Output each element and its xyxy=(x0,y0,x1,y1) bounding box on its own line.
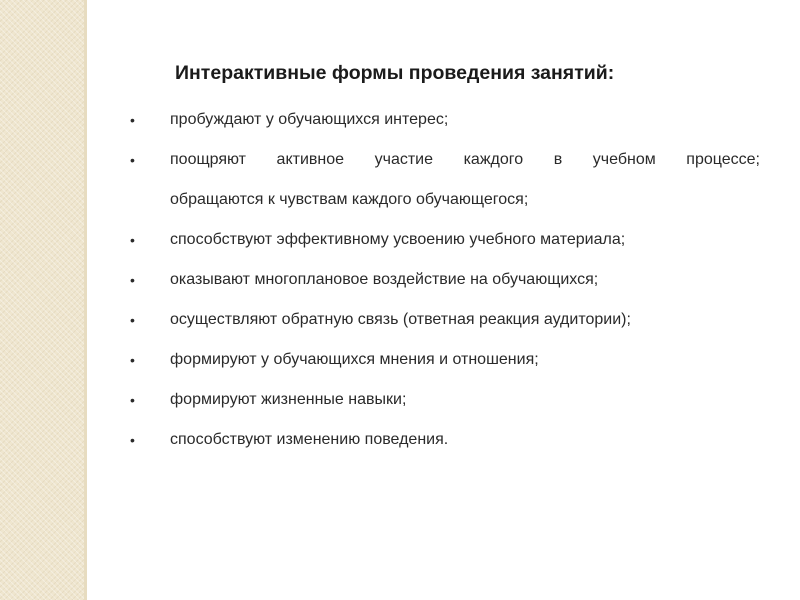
bullet-marker: • xyxy=(130,352,135,368)
bullet-list xyxy=(130,108,760,468)
list-item xyxy=(130,308,760,348)
list-item xyxy=(130,108,760,148)
list-item-text: формируют у обучающихся мнения и отношения; xyxy=(170,351,539,368)
list-item-text: поощряют активное участие каждого в учебном процессе; xyxy=(170,151,760,168)
list-item xyxy=(130,148,760,188)
slide-title: Интерактивные формы проведения занятий: xyxy=(175,62,615,84)
list-item xyxy=(130,228,760,268)
bullet-marker: • xyxy=(130,432,135,448)
list-item-text: способствуют эффективному усвоению учебного материала; xyxy=(170,231,626,248)
bullet-marker: • xyxy=(130,312,135,328)
list-item xyxy=(130,388,760,428)
list-item xyxy=(130,268,760,308)
side-band-divider xyxy=(84,0,87,600)
list-item-text: обращаются к чувствам каждого обучающегося; xyxy=(170,191,529,208)
list-item xyxy=(130,348,760,388)
bullet-marker: • xyxy=(130,232,135,248)
list-item-continuation xyxy=(130,188,760,228)
list-item-text: формируют жизненные навыки; xyxy=(170,391,407,408)
decorative-side-band xyxy=(0,0,84,600)
bullet-marker: • xyxy=(130,392,135,408)
bullet-marker: • xyxy=(130,272,135,288)
list-item-text: способствуют изменению поведения. xyxy=(170,431,449,448)
list-item-text: пробуждают у обучающихся интерес; xyxy=(170,111,449,128)
list-item xyxy=(130,428,760,468)
bullet-marker: • xyxy=(130,152,135,168)
list-item-text: оказывают многоплановое воздействие на обучающихся; xyxy=(170,271,599,288)
list-item-text: осуществляют обратную связь (ответная реакция аудитории); xyxy=(170,311,631,328)
bullet-marker: • xyxy=(130,112,135,128)
